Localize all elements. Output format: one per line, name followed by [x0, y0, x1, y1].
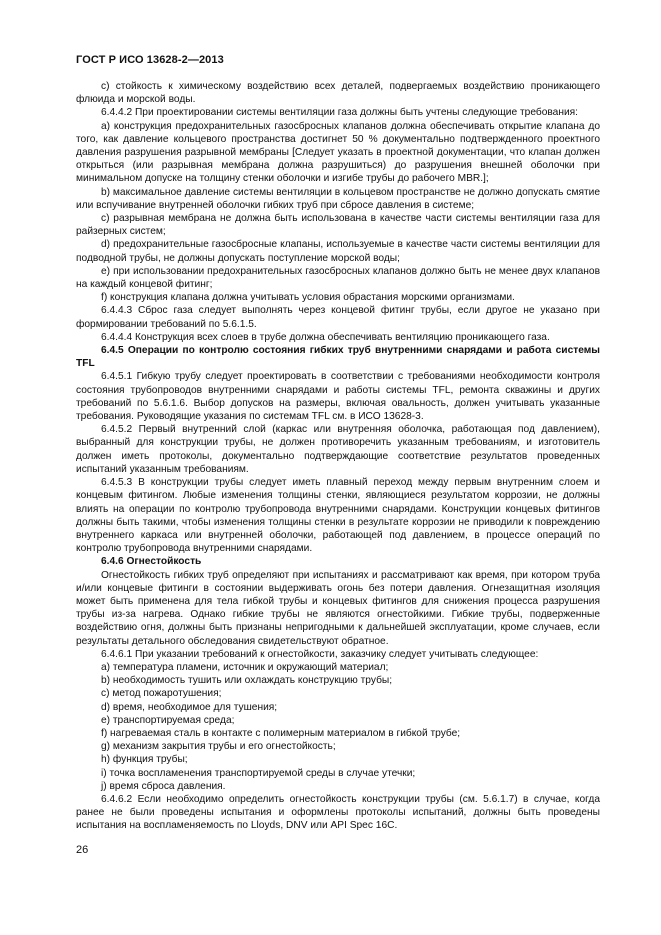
paragraph: 6.4.5.3 В конструкции трубы следует иметь плавный переход между первым внутренним слоем и концевым фитингом. Любые изменения толщины стенки, являющиеся результатом коррозии, не должны влиять на операции по контролю трубопровода внутренними снарядами. Конструкции концевых фитингов должны быть такими, чтобы изменения толщины стенки в результате коррозии не приводили к повреждению внутреннего каркаса или внутренней оболочки, работающей под давлением, в процессе операций по контролю трубопровода внутренними снарядами.	[76, 477, 600, 555]
paragraph: е) при использовании предохранительных газосбросных клапанов должно быть не менее двух клапанов на каждый концевой фитинг;	[76, 265, 600, 291]
section-heading: 6.4.6 Огнестойкость	[101, 556, 202, 568]
paragraph: 6.4.5.2 Первый внутренний слой (каркас или внутренняя оболочка, работающая под давлением), выбранный для конструкции трубы, не должен противоречить указанным требованиям, и изготовитель должен иметь протоколы, документально подтверждающие соответствие результатов проведенных испытаний указанным требованиям.	[76, 424, 600, 475]
paragraph: 6.4.6.1 При указании требований к огнестойкости, заказчику следует учитывать следующее:	[101, 648, 539, 660]
paragraph: с) разрывная мембрана не должна быть использована в качестве части системы вентиляции газа для райзерных систем;	[76, 213, 600, 238]
list-item: е) транспортируемая среда;	[101, 714, 235, 726]
document-body	[76, 80, 600, 833]
paragraph: а) конструкция предохранительных газосбросных клапанов должна обеспечивать открытие клапана до того, как давление кольцевого пространства достигнет 50 % документально подтвержденного проектного давления разрушения разрывной мембраны [Следует указать в проектной документации, что клапан должен открыться (или разрывная мембрана должна разрушиться) до разрушения внешней оболочки при минимальном допуске на толщину стенки оболочки и изгибе трубы до рабочего MBR.];	[76, 120, 600, 185]
paragraph: 6.4.4.2 При проектировании системы вентиляции газа должны быть учтены следующие требования:	[101, 107, 579, 119]
list-item: с) метод пожаротушения;	[101, 688, 222, 700]
paragraph: 6.4.4.3 Сброс газа следует выполнять через концевой фитинг трубы, если другое не указано при формировании требований по 5.6.1.5.	[76, 305, 600, 330]
page-number: 26	[76, 844, 89, 856]
paragraph: f) конструкция клапана должна учитывать условия обрастания морскими организмами.	[101, 292, 515, 304]
list-item: b) необходимость тушить или охлаждать конструкцию трубы;	[101, 675, 393, 687]
paragraph: b) максимальное давление системы вентиляции в кольцевом пространстве не должно допускать смятие или вспучивание внутренней оболочки гибких труб при сбросе давления в системе;	[76, 186, 600, 211]
list-item: g) механизм закрытия трубы и его огнестойкость;	[101, 741, 336, 753]
paragraph: 6.4.4.4 Конструкция всех слоев в трубе должна обеспечивать вентиляцию проникающего газа.	[101, 331, 550, 343]
paragraph: с) стойкость к химическому воздействию всех деталей, подвергаемых воздействию проникающего флюида и морской воды.	[76, 81, 600, 106]
section-heading: 6.4.5 Операции по контролю состояния гибких труб внутренними снарядами и работа системы TFL	[76, 345, 600, 370]
paragraph: 6.4.6.2 Если необходимо определить огнестойкость конструкции трубы (см. 5.6.1.7) в случае, когда ранее не были проведены испытания и оформлены протоколы испытаний, должны быть проведены испытания на воспламеняемость по Lloyds, DNV или API Spec 16C.	[76, 793, 600, 832]
paragraph: d) предохранительные газосбросные клапаны, используемые в качестве части системы вентиляции для подводной трубы, не должны допускать поступление морской воды;	[76, 239, 600, 264]
document-header: ГОСТ Р ИСО 13628-2—2013	[76, 54, 224, 66]
paragraph: Огнестойкость гибких труб определяют при испытаниях и рассматривают как время, при котором труба и/или концевые фитинги в состоянии выдерживать огонь без потери давления. Огнезащитная изоляция может быть применена для тела гибкой трубы и концевых фитингов для снижения процесса разрушения трубы из-за нагрева. Однако гибкие трубы не являются огнестойкими. Гибкие трубы, подверженные воздействию огня, должны быть признаны непригодными к дальнейшей эксплуатации, кроме случаев, если результаты детального обследования свидетельствуют обратное.	[76, 569, 600, 647]
list-item: j) время сброса давления.	[101, 780, 226, 792]
list-item: i) точка воспламенения транспортируемой среды в случае утечки;	[101, 767, 416, 779]
list-item: h) функция трубы;	[101, 754, 188, 766]
list-item: а) температура пламени, источник и окружающий материал;	[101, 661, 389, 673]
paragraph: 6.4.5.1 Гибкую трубу следует проектировать в соответствии с требованиями необходимости контроля состояния трубопроводов внутренними снарядами и работы системы TFL, ремонта скважины и других требований по 5.6.1.6. Выбор допусков на размеры, включая овальность, должен учитывать указанные требования. Руководящие указания по системам TFL см. в ИСО 13628-3.	[76, 371, 600, 423]
list-item: d) время, необходимое для тушения;	[101, 701, 278, 713]
list-item: f) нагреваемая сталь в контакте с полимерным материалом в гибкой трубе;	[101, 727, 461, 739]
